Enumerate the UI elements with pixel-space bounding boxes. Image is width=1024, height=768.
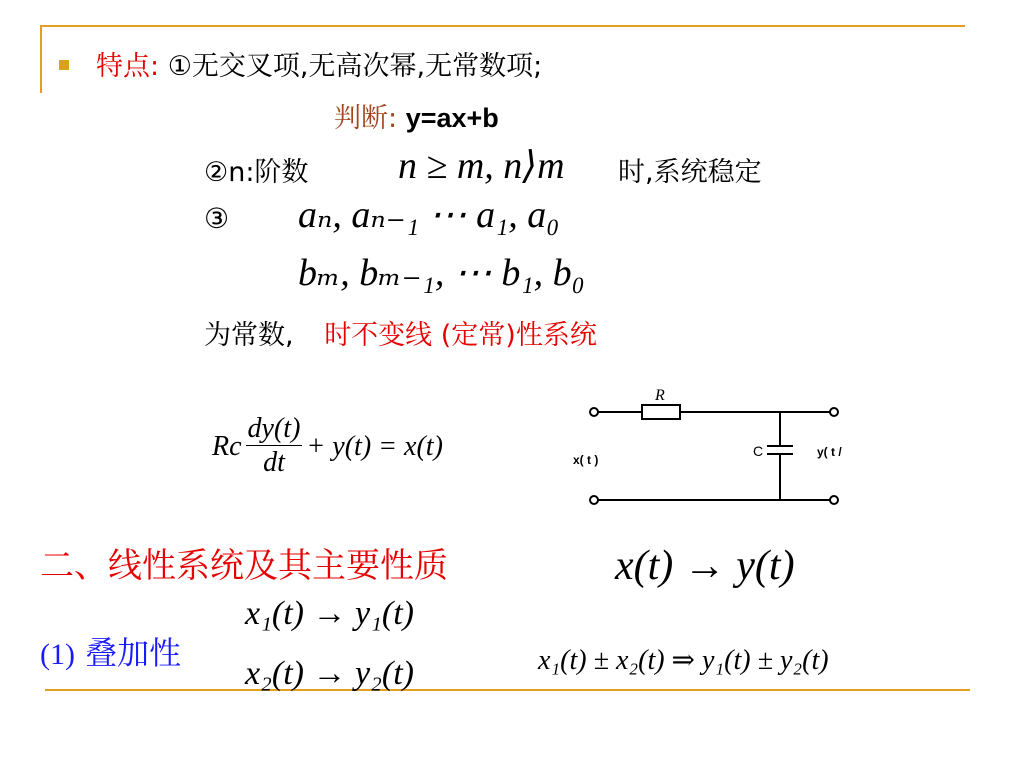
- constant-prefix: 为常数,: [204, 320, 294, 351]
- coefficients-a: aₙ, aₙ₋₁ ⋯ a₁, a₀: [298, 194, 560, 236]
- superposition-text: 叠加性: [85, 634, 182, 672]
- judge-line: [334, 96, 499, 135]
- features-line: [96, 44, 542, 83]
- top-border-line: [40, 25, 965, 27]
- superposition-line2: x₂(t) → y₂(t): [245, 655, 415, 692]
- judge-expression: y=ax+b: [405, 103, 499, 133]
- equation-rest: + y(t) = x(t): [306, 431, 443, 462]
- constant-line: [204, 313, 597, 352]
- coefficients-b: bₘ, bₘ₋₁, ⋯ b₁, b₀: [298, 252, 585, 294]
- section-title: 二、线性系统及其主要性质: [40, 546, 448, 586]
- features-label: 特点:: [96, 51, 160, 82]
- item3-marker: ③: [204, 202, 230, 235]
- output-label: y( t /: [817, 445, 842, 459]
- bullet-square-icon: [59, 60, 69, 70]
- equation-fraction: [246, 414, 303, 479]
- item2-condition: n ≥ m, n⟩m: [398, 145, 565, 187]
- item2-suffix: 时,系统稳定: [618, 157, 762, 188]
- differential-equation: [212, 402, 443, 492]
- superposition-line1: x₁(t) → y₁(t): [245, 595, 415, 632]
- time-invariant-term: 时不变线 (定常)性系统: [324, 320, 597, 351]
- item2-prefix: ②n:阶数: [204, 157, 309, 188]
- superposition-result: x₁(t) ± x₂(t) ⇒ y₁(t) ± y₂(t): [538, 645, 829, 676]
- rc-circuit-diagram: [565, 380, 865, 530]
- input-label: x( t ): [573, 453, 599, 467]
- superposition-number: (1): [40, 638, 75, 671]
- superposition-label: [40, 628, 181, 674]
- equation-denominator: dt: [263, 447, 285, 479]
- system-mapping: x(t) → y(t): [615, 543, 795, 589]
- capacitor-label: C: [753, 443, 764, 459]
- equation-coef: Rc: [212, 431, 242, 462]
- left-border-line: [40, 25, 42, 93]
- resistor-label: R: [655, 387, 665, 404]
- judge-label: 判断:: [334, 103, 398, 134]
- equation-numerator: dy(t): [247, 413, 301, 445]
- bottom-border-line: [45, 689, 970, 691]
- features-item1: ①无交叉项,无高次幂,无常数项;: [167, 51, 543, 82]
